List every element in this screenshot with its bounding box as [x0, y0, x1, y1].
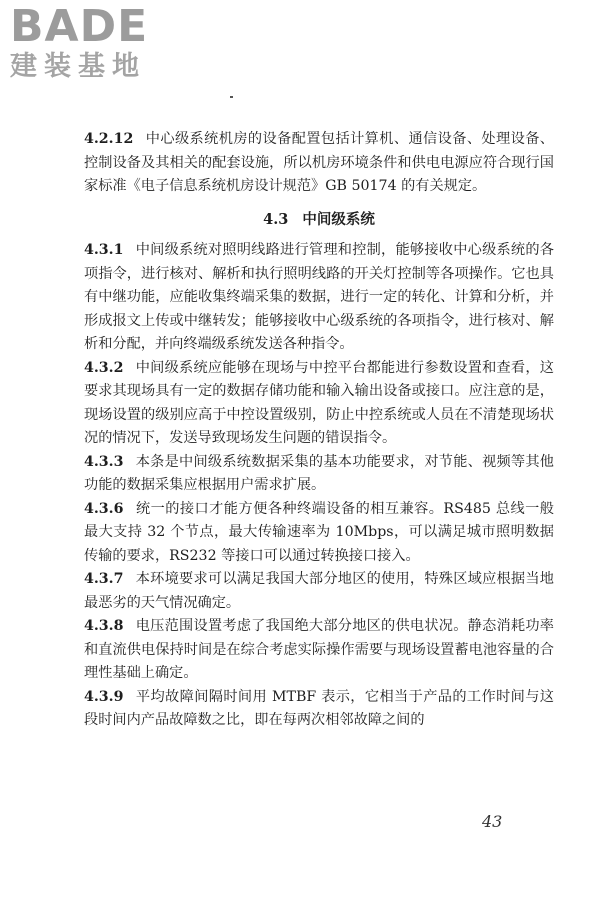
clause-text: 平均故障间隔时间用 MTBF 表示，它相当于产品的工作时间与这段时间内产品故障数之比，即在每两次相邻故障之间的	[84, 688, 554, 728]
section-heading	[84, 208, 554, 232]
bade-logo	[10, 1, 149, 82]
clause-4-3-2	[84, 357, 554, 451]
clause-4-3-8	[84, 615, 554, 686]
clause-text: 中间级系统应能够在现场与中控平台都能进行参数设置和查看，这要求其现场具有一定的数据存储功能和输入输出设备或接口。应注意的是，现场设置的级别应高于中控设置级别，防止中控系统或人员在不清楚现场状况的情况下，发送导致现场发生问题的错误指令。	[84, 359, 554, 446]
clause-4-3-1	[84, 239, 554, 357]
clause-text: 中间级系统对照明线路进行管理和控制，能够接收中心级系统的各项指令，进行核对、解析和执行照明线路的开关灯控制等各项操作。它也具有中继功能，应能收集终端采集的数据，进行一定的转化、计算和分析，并形成报文上传或中继转发；能够接收中心级系统的各项指令，进行核对、解析和分配，并向终端级系统发送各种指令。	[84, 242, 554, 352]
clause-number: 4.3.3	[84, 453, 124, 470]
clause-number: 4.3.1	[84, 242, 124, 258]
clause-4-3-3	[84, 451, 554, 498]
page-number: 43	[482, 812, 503, 831]
clause-text: 统一的接口才能方便各种终端设备的相互兼容。RS485 总线一般最大支持 32 个节点，最大传输速率为 10Mbps，可以满足城市照明数据传输的要求，RS232 等接口可以通过转换接口接入。	[84, 500, 554, 564]
section-title: 中间级系统	[302, 210, 375, 228]
clause-number: 4.3.8	[84, 618, 124, 634]
clause-text: 中心级系统机房的设备配置包括计算机、通信设备、处理设备、控制设备及其相关的配套设施，所以机房环境条件和供电电源应符合现行国家标准《电子信息系统机房设计规范》GB 50174 的有关规定。	[84, 131, 554, 194]
clause-number: 4.3.2	[84, 359, 124, 376]
clause-number: 4.3.7	[84, 571, 124, 587]
logo-subtitle: 建装基地	[10, 51, 146, 82]
clause-number: 4.3.6	[84, 500, 124, 517]
clause-text: 电压范围设置考虑了我国绝大部分地区的供电状况。静态消耗功率和直流供电保持时间是在综合考虑实际操作需要与现场设置蓄电池容量的合理性基础上确定。	[84, 618, 554, 681]
logo-wordmark: BADE	[10, 1, 149, 52]
clause-4-3-9	[84, 686, 554, 733]
clause-number: 4.2.12	[84, 131, 134, 147]
section-number: 4.3	[263, 210, 289, 228]
clause-text: 本条是中间级系统数据采集的基本功能要求，对节能、视频等其他功能的数据采集应根据用户需求扩展。	[84, 453, 554, 493]
clause-number: 4.3.9	[84, 688, 124, 705]
scan-dot	[230, 96, 233, 98]
document-body	[84, 128, 554, 733]
clause-text: 本环境要求可以满足我国大部分地区的使用，特殊区域应根据当地最恶劣的天气情况确定。	[84, 571, 554, 611]
clause-4-3-6	[84, 498, 554, 569]
clause-4-3-7	[84, 568, 554, 615]
clause-4-2-12	[84, 128, 554, 199]
